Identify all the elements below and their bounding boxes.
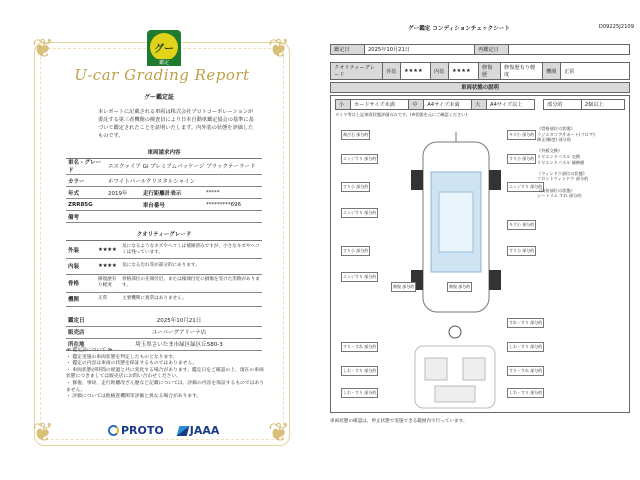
legend-note: タイヤ等は上記車両状態評価のみです。(※状態を元にご確認ください) (335, 112, 467, 117)
quality-section-title: クオリティーグレード (66, 230, 262, 241)
exterior-label: 外装 (383, 63, 401, 80)
logo-row (108, 424, 238, 437)
document-id: D09225J2109 (598, 24, 634, 30)
quality-stars: ★★★★ (96, 242, 120, 258)
car-topview-diagram (401, 132, 511, 322)
certificate-notes (66, 348, 266, 401)
name-label: 車名・グレード (66, 158, 106, 175)
jaaa-logo-icon (176, 426, 189, 436)
quality-stars: 正常 (96, 292, 120, 306)
damage-label: 修復 部分的 (391, 282, 416, 292)
quality-label: 内装 (66, 258, 96, 274)
quality-desc: 主要機関に異常はありません。 (120, 292, 262, 306)
grading-report-certificate (0, 0, 318, 480)
ornament-icon: ❦ (32, 34, 54, 64)
grade-table (330, 62, 630, 80)
note-item: ・ 修復、事故、走行距離改ざん歴など記載については、評価の内容を保証するものではありません。 (66, 380, 265, 393)
size-legend (335, 99, 535, 110)
proto-logo-icon (108, 425, 119, 436)
legend-cell: 部分的 (544, 100, 582, 110)
damage-label: すり小 部分的 (507, 246, 536, 256)
condition-check-sheet (320, 0, 640, 480)
date-label: 鑑定日 (331, 45, 365, 55)
side-notes: 《骨格部位の状態》 ラジエタコアサポート(フロア) 修正(軽度) 部分的 《外板交換》 リヤエンドパネル 交換 リヤエンドパネル 補修歴 《ウィンドウ部位の状態》 フロントウィンドウ 部分的 《内装部位の状態》 シートリム すれ 部分的 (537, 126, 595, 199)
quality-desc: 気になるようなキズやヘコミは補修済みですが、小さなキズやヘコミは残っています。 (120, 242, 262, 258)
damage-label: すり小 部分的 (341, 182, 370, 192)
appraisal-table (66, 314, 262, 351)
damage-label: すり小 部分的 (341, 246, 370, 256)
damage-label: 飛び石 部分的 (341, 130, 370, 140)
color-value: ホワイトパールクリスタルシャイン (106, 175, 262, 187)
chassis-value: *********696 (204, 199, 262, 211)
vehicle-diagram (330, 95, 630, 413)
damage-label: エッジすり 部分的 (341, 208, 378, 218)
appraisal-date-label: 鑑定日 (66, 314, 96, 326)
sheet-title: グー鑑定 コンディションチェックシート (408, 26, 510, 32)
vehicle-section-title: 車両請求内容 (66, 148, 262, 159)
year-label: 年式 (66, 187, 106, 199)
note-item: ・ 鑑定実施の車両状態を判定したものとなります。 (66, 354, 178, 360)
goo-appraisal-badge-icon: グー 鑑定 (147, 30, 181, 64)
intro-text: 本レポートに記載される車両は株式会社プロトコーポレーションが委託する第三者機関の検査員により日本自動車鑑定協会の基準に基づいて鑑定されたことを証明いたします。内外装の状態を評価したものです。 (98, 109, 254, 139)
address-value: 埼玉県さいたま市緑区緑区丘580-3 (96, 338, 262, 350)
proto-logo: PROTO (108, 424, 164, 437)
color-label: カラー (66, 175, 106, 187)
report-script-title: U-car Grading Report (74, 66, 250, 84)
interior-label: すり・すれ 部分的 (341, 342, 378, 352)
mileage-label: 走行距離計表示 (141, 187, 204, 199)
handover-label: 再鑑定日 (475, 45, 509, 55)
address-label: 所在地 (66, 338, 96, 350)
name-value: エスクァイア Gi プレミアムパッケージ ブラックテーラード (106, 158, 262, 175)
note-item: ・ 評価については他検査機関等評価と異なる場合があります。 (66, 394, 202, 400)
quality-desc: 骨格部位の先端付近、または後端付近に損傷を受けた形跡があります。 (120, 274, 262, 292)
interior-label: しわ・すり 部分的 (341, 388, 378, 398)
damage-label: 修復 部分的 (447, 282, 472, 292)
damage-label: エッジすり 部分的 (507, 182, 544, 192)
legend-cell: A4サイズ未満 (424, 100, 472, 110)
date-table (330, 44, 630, 55)
ornament-icon: ❦ (268, 418, 290, 448)
shop-label: 販売店 (66, 326, 96, 338)
damage-label: キズ小 部分的 (507, 220, 536, 230)
quality-stars: 修復歴有り軽度 (96, 274, 120, 292)
interior-label: しわ・すり 部分的 (507, 388, 544, 398)
interior-label: しわ・すり 部分的 (507, 342, 544, 352)
jaaa-logo: JAAA (178, 424, 220, 437)
vehicle-table (66, 158, 262, 223)
state-section-title: 車両状態の説明 (330, 82, 630, 93)
quality-stars: ★★★★ (96, 258, 120, 274)
note-item: ・ 鑑定の内容は車両の状態を保証するものではありません。 (66, 361, 198, 367)
quality-label: 外装 (66, 242, 96, 258)
year-value: 2019年 (106, 187, 141, 199)
notes-title: ≪ 鑑定証について ≫ (66, 348, 113, 353)
date-value: 2025年10月21日 (365, 45, 475, 55)
legend-cell: カードサイズ未満 (350, 100, 409, 110)
grade-label: クオリティーグレード (331, 63, 383, 80)
repair-value: 修復歴有り軽度 (501, 63, 543, 80)
sheet-footer: 車両状態の確認は、停止状態で実施できる範囲内で行っています。 (330, 419, 468, 424)
appraisal-date-value: 2025年10月21日 (96, 314, 262, 326)
quality-table (66, 242, 262, 307)
mileage-value: ***** (204, 187, 262, 199)
interior-label: すり・すれ 部分的 (507, 366, 544, 376)
interior-label: すれ・すり 部分的 (507, 318, 544, 328)
damage-label: エッジすり 部分的 (341, 272, 378, 282)
engine-value: 正常 (561, 63, 630, 80)
interior-label: 内装 (431, 63, 449, 80)
legend-cell: 2個以上 (581, 100, 624, 110)
legend-cell: 小 (336, 100, 351, 110)
legend-cell: 中 (409, 100, 424, 110)
damage-label: すり小 部分的 (507, 154, 536, 164)
exterior-stars: ★★★★ (401, 63, 431, 80)
engine-label: 機関 (543, 63, 561, 80)
damage-label: エッジすり 部分的 (341, 154, 378, 164)
note-item: ・ 車両状態が時間の経過と共に変化する場合があります。鑑定日をご確認の上、現在の車両状態につきましては販売店にお問い合わせください。 (66, 367, 264, 380)
legend-cell: A4サイズ以上 (487, 100, 535, 110)
certificate-title: グー鑑定証 (143, 94, 174, 101)
repair-label: 修復歴 (479, 63, 501, 80)
ornament-icon: ❦ (268, 34, 290, 64)
interior-stars: ★★★★ (449, 63, 479, 80)
car-interior-diagram (395, 324, 515, 410)
quality-label: 機関 (66, 292, 96, 306)
legend-cell: 大 (472, 100, 487, 110)
quality-label: 骨格 (66, 274, 96, 292)
shop-value: ユーバーグアリーナ店 (96, 326, 262, 338)
memo-label: 備考 (66, 211, 106, 223)
chassis-label: 車台番号 (141, 199, 204, 211)
quantity-legend (543, 99, 625, 110)
quality-desc: 気になる汚れ等が部分的にあります。 (120, 258, 262, 274)
ornament-icon: ❦ (32, 418, 54, 448)
interior-label: しわ・すり 部分的 (341, 366, 378, 376)
damage-label: キズ小 部分的 (507, 130, 536, 140)
model-value: ZRR85G (66, 199, 106, 211)
